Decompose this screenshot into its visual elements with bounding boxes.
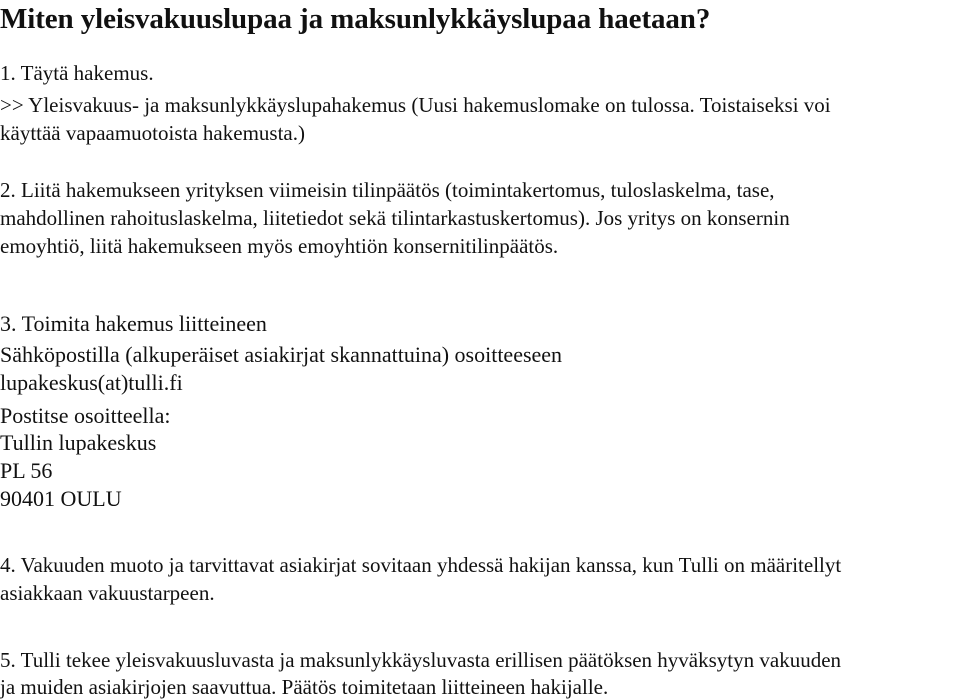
step-3-post-name: Tullin lupakeskus [0,430,157,455]
step-2-text-line-1: 2. Liitä hakemukseen yrityksen viimeisin tilinpäätös (toimintakertomus, tuloslaskelma, tase, [0,178,775,202]
step-1-note: käyttää vapaamuotoista hakemusta.) [0,121,305,145]
page-title: Miten yleisvakuuslupaa ja maksunlykkäyslupaa haetaan? [0,3,711,35]
step-3-post-box: PL 56 [0,458,53,483]
step-2-text-line-2: mahdollinen rahoituslaskelma, liitetiedot sekä tilintarkastuskertomus). Jos yritys on konsernin [0,206,790,230]
step-5-text-line-2: ja muiden asiakirjojen saavuttua. Päätös toimitetaan liitteineen hakijalle. [0,675,609,699]
step-4-text-line-2: asiakkaan vakuustarpeen. [0,581,215,605]
step-3-email-line: Sähköpostilla (alkuperäiset asiakirjat skannattuina) osoitteeseen [0,342,563,367]
step-1-heading: 1. Täytä hakemus. [0,61,154,85]
step-3-email-address[interactable]: lupakeskus(at)tulli.fi [0,370,183,395]
step-4-text-line-1: 4. Vakuuden muoto ja tarvittavat asiakirjat sovitaan yhdessä hakijan kanssa, kun Tulli on määritellyt [0,553,842,577]
step-2-text-line-3: emoyhtiö, liitä hakemukseen myös emoyhtiön konsernitilinpäätös. [0,234,559,258]
step-3-post-label: Postitse osoitteella: [0,403,171,428]
step-3-heading: 3. Toimita hakemus liitteineen [0,311,267,336]
step-3-post-city: 90401 OULU [0,486,122,511]
step-5-text-line-1: 5. Tulli tekee yleisvakuusluvasta ja maksunlykkäysluvasta erillisen päätöksen hyväksytyn vakuuden [0,648,842,672]
step-1-application-link[interactable]: >> Yleisvakuus- ja maksunlykkäyslupahakemus (Uusi hakemuslomake on tulossa. Toistaiseksi voi [0,93,831,117]
